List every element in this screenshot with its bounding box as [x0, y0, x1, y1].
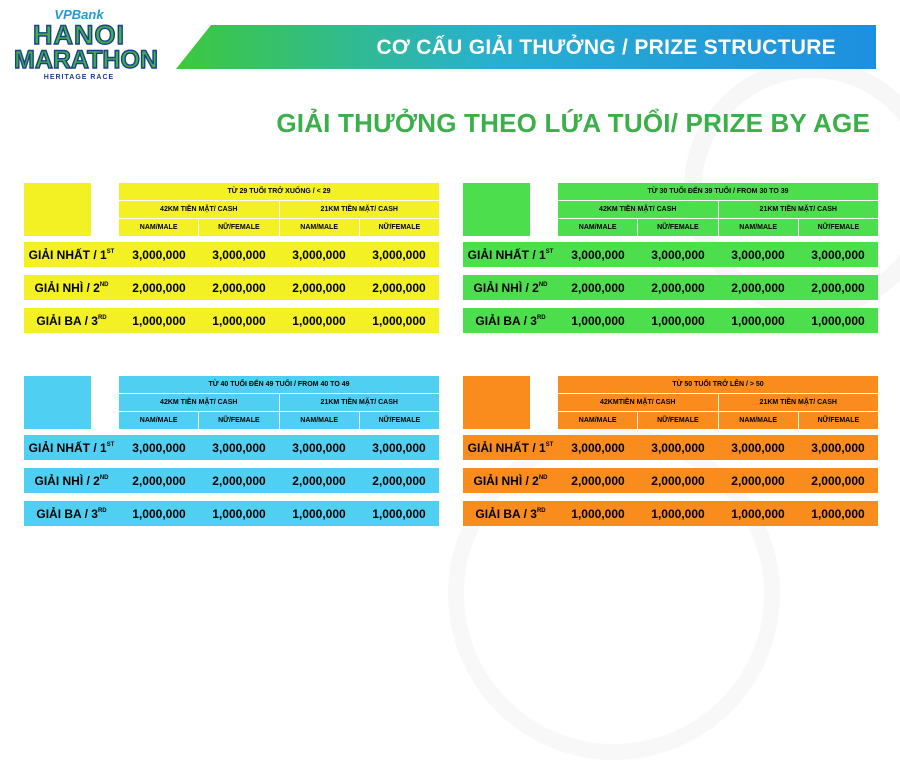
- prize-amount: 3,000,000: [571, 247, 625, 262]
- prize-amount: 1,000,000: [731, 506, 785, 521]
- prize-rank-label: [463, 441, 558, 455]
- male-header: NAM/MALE: [578, 224, 617, 231]
- female-header: NỮ/FEMALE: [359, 412, 439, 429]
- prize-values: [119, 248, 439, 262]
- prize-amount: 2,000,000: [212, 280, 266, 295]
- page-title: CƠ CẤU GIẢI THƯỞNG / PRIZE STRUCTURE: [376, 36, 836, 59]
- prize-table: [24, 376, 444, 531]
- prize-values: [119, 474, 439, 488]
- prize-row: [24, 435, 439, 460]
- prize-amount: 1,000,000: [212, 506, 266, 521]
- prize-amount: 1,000,000: [811, 313, 865, 328]
- distance-21km-header: 21KM TIỀN MẶT/ CASH: [279, 201, 440, 218]
- prize-amount: 3,000,000: [292, 440, 346, 455]
- prize-amount: 3,000,000: [212, 247, 266, 262]
- prize-rank-suffix: ND: [538, 474, 548, 481]
- prize-amount: 1,000,000: [571, 313, 625, 328]
- prize-row: [463, 468, 878, 493]
- prize-amount: 2,000,000: [372, 280, 426, 295]
- prize-amount: 3,000,000: [731, 247, 785, 262]
- logo-brand: VPBank: [54, 7, 104, 22]
- age-group-label: TỪ 29 TUỔI TRỞ XUỐNG / < 29: [227, 188, 331, 195]
- prize-rank-text: GIẢI BA / 3: [475, 313, 537, 328]
- prize-rank-suffix: RD: [536, 507, 546, 514]
- prize-rank-label: [24, 248, 119, 262]
- prize-rank-text: GIẢI NHẤT / 1: [467, 440, 546, 455]
- prize-row: [24, 275, 439, 300]
- prize-rank-label: [24, 441, 119, 455]
- prize-rank-suffix: ST: [545, 441, 554, 448]
- prize-amount: 1,000,000: [372, 313, 426, 328]
- page-subtitle: GIẢI THƯỞNG THEO LỨA TUỔI/ PRIZE BY AGE: [276, 108, 870, 138]
- logo-line-1: HANOI: [33, 20, 125, 50]
- male-header: NAM/MALE: [578, 417, 617, 424]
- prize-row: [463, 501, 878, 526]
- prize-table: [24, 183, 444, 338]
- prize-rank-text: GIẢI NHÌ / 2: [473, 473, 539, 488]
- prize-row: [463, 242, 878, 267]
- prize-table: [463, 183, 883, 338]
- prize-amount: 2,000,000: [132, 280, 186, 295]
- prize-values: [119, 314, 439, 328]
- prize-rank-label: [463, 248, 558, 262]
- prize-amount: 1,000,000: [132, 313, 186, 328]
- prize-amount: 1,000,000: [292, 313, 346, 328]
- distance-42km-header: 42KM TIỀN MẶT/ CASH: [599, 206, 677, 213]
- prize-amount: 1,000,000: [372, 506, 426, 521]
- distance-42km-header: 42KM TIỀN MẶT/ CASH: [160, 399, 238, 406]
- prize-amount: 1,000,000: [212, 313, 266, 328]
- prize-rank-text: GIẢI NHẤT / 1: [28, 440, 107, 455]
- prize-amount: 1,000,000: [811, 506, 865, 521]
- prize-amount: 3,000,000: [372, 440, 426, 455]
- prize-amount: 3,000,000: [212, 440, 266, 455]
- female-header: NỮ/FEMALE: [359, 219, 439, 236]
- prize-amount: 2,000,000: [651, 280, 705, 295]
- distance-header-row: [119, 201, 439, 218]
- prize-amount: 2,000,000: [571, 473, 625, 488]
- male-header: NAM/MALE: [139, 224, 178, 231]
- prize-amount: 2,000,000: [292, 280, 346, 295]
- female-header: NỮ/FEMALE: [798, 219, 878, 236]
- prize-rank-suffix: ND: [99, 281, 109, 288]
- age-group-header: [558, 376, 878, 393]
- prize-amount: 3,000,000: [571, 440, 625, 455]
- prize-row: [24, 308, 439, 333]
- prize-amount: 2,000,000: [731, 280, 785, 295]
- female-header: NỮ/FEMALE: [198, 412, 278, 429]
- prize-amount: 2,000,000: [811, 280, 865, 295]
- prize-values: [558, 281, 878, 295]
- prize-amount: 3,000,000: [292, 247, 346, 262]
- prize-values: [119, 281, 439, 295]
- prize-rank-label: [24, 281, 119, 295]
- female-header: NỮ/FEMALE: [637, 412, 717, 429]
- prize-rank-label: [463, 507, 558, 521]
- prize-amount: 2,000,000: [651, 473, 705, 488]
- prize-rank-label: [24, 474, 119, 488]
- distance-21km-header: 21KM TIỀN MẶT/ CASH: [718, 201, 879, 218]
- age-group-label: TỪ 50 TUỔI TRỞ LÊN / > 50: [672, 381, 764, 388]
- prize-amount: 2,000,000: [731, 473, 785, 488]
- prize-rank-label: [463, 474, 558, 488]
- prize-rank-label: [24, 507, 119, 521]
- distance-42km-header: 42KMTIỀN MẶT/ CASH: [600, 399, 676, 406]
- prize-rank-suffix: ST: [106, 248, 115, 255]
- prize-rank-text: GIẢI NHÌ / 2: [34, 280, 100, 295]
- table-corner-block: [463, 183, 530, 236]
- age-group-label: TỪ 40 TUỔI ĐẾN 49 TUỔI / FROM 40 TO 49: [208, 381, 350, 388]
- distance-header-row: [119, 394, 439, 411]
- prize-amount: 1,000,000: [571, 506, 625, 521]
- prize-values: [558, 441, 878, 455]
- prize-rank-suffix: ST: [106, 441, 115, 448]
- prize-amount: 1,000,000: [292, 506, 346, 521]
- event-logo: [14, 7, 158, 83]
- prize-amount: 1,000,000: [651, 506, 705, 521]
- prize-amount: 3,000,000: [811, 440, 865, 455]
- prize-rank-text: GIẢI NHẤT / 1: [467, 247, 546, 262]
- table-corner-block: [463, 376, 530, 429]
- prize-values: [558, 314, 878, 328]
- gender-header-row: [558, 219, 878, 236]
- prize-amount: 2,000,000: [571, 280, 625, 295]
- prize-table: [463, 376, 883, 531]
- female-header: NỮ/FEMALE: [637, 219, 717, 236]
- prize-row: [463, 435, 878, 460]
- prize-amount: 3,000,000: [731, 440, 785, 455]
- distance-42km-header: 42KM TIỀN MẶT/ CASH: [160, 206, 238, 213]
- gender-header-row: [119, 219, 439, 236]
- prize-amount: 2,000,000: [132, 473, 186, 488]
- distance-21km-header: 21KM TIỀN MẶT/ CASH: [279, 394, 440, 411]
- prize-amount: 1,000,000: [731, 313, 785, 328]
- prize-values: [558, 507, 878, 521]
- prize-row: [463, 275, 878, 300]
- male-header: NAM/MALE: [279, 412, 359, 429]
- prize-amount: 3,000,000: [651, 440, 705, 455]
- prize-values: [558, 474, 878, 488]
- prize-rank-suffix: ND: [538, 281, 548, 288]
- male-header: NAM/MALE: [718, 219, 798, 236]
- prize-rank-suffix: RD: [97, 507, 107, 514]
- age-group-label: TỪ 30 TUỔI ĐẾN 39 TUỔI / FROM 30 TO 39: [647, 188, 789, 195]
- distance-21km-header: 21KM TIỀN MẶT/ CASH: [718, 394, 879, 411]
- prize-amount: 2,000,000: [292, 473, 346, 488]
- prize-amount: 3,000,000: [811, 247, 865, 262]
- prize-rank-suffix: ST: [545, 248, 554, 255]
- distance-header-row: [558, 394, 878, 411]
- age-group-header: [558, 183, 878, 200]
- prize-amount: 3,000,000: [132, 247, 186, 262]
- prize-rank-text: GIẢI NHÌ / 2: [34, 473, 100, 488]
- prize-amount: 3,000,000: [372, 247, 426, 262]
- prize-rank-label: [24, 314, 119, 328]
- prize-values: [558, 248, 878, 262]
- male-header: NAM/MALE: [139, 417, 178, 424]
- female-header: NỮ/FEMALE: [198, 219, 278, 236]
- logo-tagline: HERITAGE RACE: [43, 74, 115, 81]
- prize-rank-suffix: RD: [97, 314, 107, 321]
- table-corner-block: [24, 376, 91, 429]
- table-corner-block: [24, 183, 91, 236]
- gender-header-row: [119, 412, 439, 429]
- prize-rank-text: GIẢI BA / 3: [475, 506, 537, 521]
- prize-rank-text: GIẢI BA / 3: [36, 506, 98, 521]
- prize-amount: 2,000,000: [811, 473, 865, 488]
- age-group-header: [119, 183, 439, 200]
- prize-values: [119, 441, 439, 455]
- prize-amount: 3,000,000: [651, 247, 705, 262]
- prize-amount: 1,000,000: [651, 313, 705, 328]
- prize-rank-label: [463, 281, 558, 295]
- prize-rank-text: GIẢI NHẤT / 1: [28, 247, 107, 262]
- prize-amount: 1,000,000: [132, 506, 186, 521]
- prize-amount: 3,000,000: [132, 440, 186, 455]
- prize-rank-suffix: ND: [99, 474, 109, 481]
- female-header: NỮ/FEMALE: [798, 412, 878, 429]
- prize-values: [119, 507, 439, 521]
- prize-rank-suffix: RD: [536, 314, 546, 321]
- age-group-header: [119, 376, 439, 393]
- prize-amount: 2,000,000: [372, 473, 426, 488]
- distance-header-row: [558, 201, 878, 218]
- prize-row: [24, 468, 439, 493]
- prize-rank-label: [463, 314, 558, 328]
- prize-rank-text: GIẢI NHÌ / 2: [473, 280, 539, 295]
- logo-line-2: MARATHON: [14, 46, 158, 74]
- prize-row: [463, 308, 878, 333]
- prize-rank-text: GIẢI BA / 3: [36, 313, 98, 328]
- prize-amount: 2,000,000: [212, 473, 266, 488]
- gender-header-row: [558, 412, 878, 429]
- male-header: NAM/MALE: [718, 412, 798, 429]
- prize-row: [24, 501, 439, 526]
- male-header: NAM/MALE: [279, 219, 359, 236]
- prize-row: [24, 242, 439, 267]
